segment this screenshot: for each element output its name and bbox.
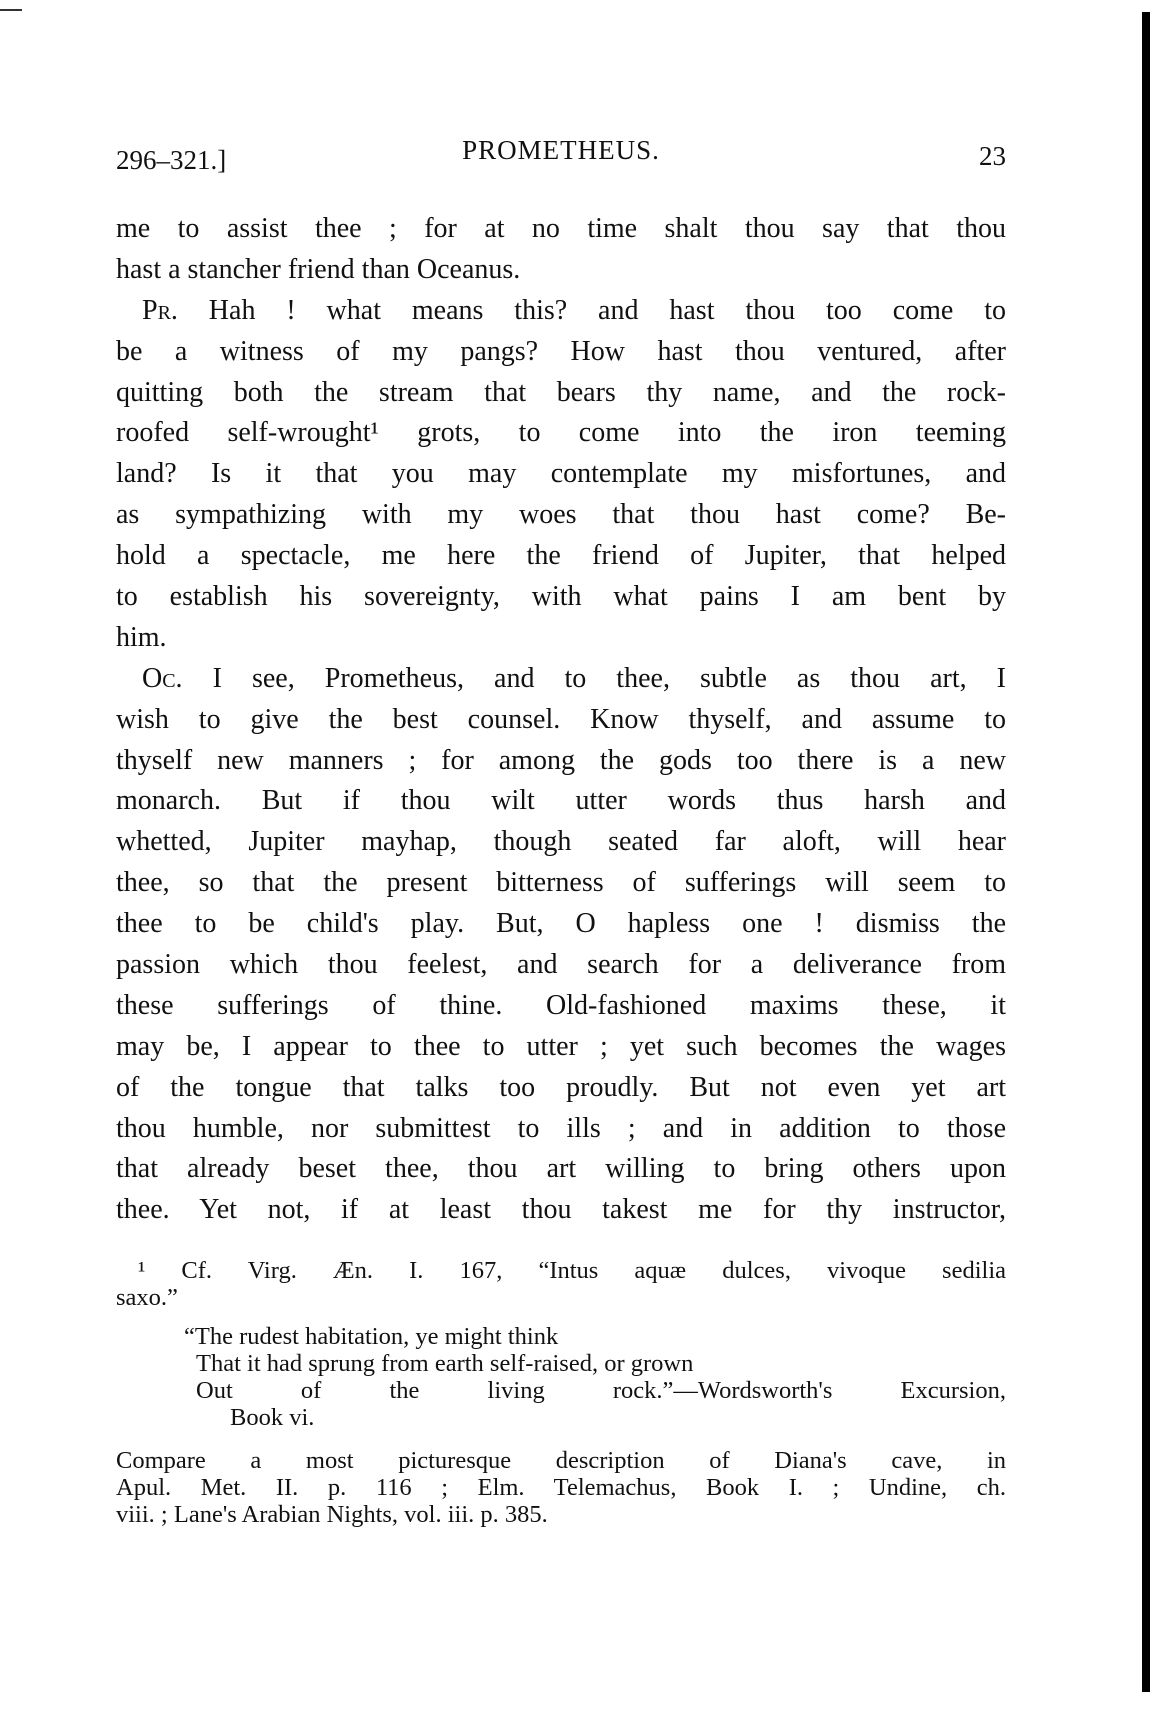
line-text: whetted, Jupiter mayhap, though seated far aloft, will hear: [116, 826, 1006, 858]
text-line: [116, 863, 1006, 904]
line-text: thou humble, nor submittest to ills ; and in addition to those: [116, 1112, 1006, 1144]
line-text: me to assist thee ; for at no time shalt thou say that thou: [116, 213, 1006, 244]
text-line: [116, 700, 1006, 741]
text-line: [116, 781, 1006, 822]
line-text: wish to give the best counsel. Know thyself, and assume to: [116, 703, 1006, 735]
running-title: PROMETHEUS.: [462, 135, 660, 165]
line-range: 296–321.]: [116, 145, 227, 175]
line-text: I see, Prometheus, and to thee, subtle as thou art, I: [182, 662, 1006, 694]
line-text: as sympathizing with my woes that thou hast come? Be-: [116, 499, 1006, 531]
line-text: these sufferings of thine. Old-fashioned maxims these, it: [116, 989, 1006, 1021]
text-line: [116, 291, 1006, 332]
text-line: [116, 659, 1006, 700]
footnote-line: Apul. Met. II. p. 116 ; Elm. Telemachus, Book I. ; Undine, ch.: [116, 1474, 1006, 1501]
speaker-label: Oc.: [142, 662, 183, 694]
text-line: [116, 536, 1006, 577]
text-line: [116, 577, 1006, 618]
line-text: to establish his sovereignty, with what pains I am bent by: [116, 581, 1006, 613]
footnotes: [116, 1257, 1006, 1528]
footnote-line: Out of the living rock.”—Wordsworth's Excursion,: [196, 1377, 1006, 1404]
text-line: [116, 413, 1006, 454]
text-line: [116, 945, 1006, 986]
running-header: [116, 135, 1006, 175]
text-line: [116, 1190, 1006, 1231]
footnote-line: That it had sprung from earth self-raised, or grown: [196, 1350, 694, 1377]
verse-quotation: [116, 1323, 1006, 1431]
line-text: hast a stancher friend than Oceanus.: [116, 253, 521, 285]
footnote-line: ¹ Cf. Virg. Æn. I. 167, “Intus aquæ dulces, vivoque sedilia: [138, 1257, 1006, 1284]
text-line: [116, 986, 1006, 1027]
line-text: of the tongue that talks too proudly. But not even yet art: [116, 1071, 1006, 1103]
text-line: [116, 454, 1006, 495]
footnote-line: “The rudest habitation, ye might think: [184, 1323, 559, 1350]
line-text: him.: [116, 621, 167, 653]
page-edge-shadow: [1142, 12, 1150, 1692]
text-line: [116, 1027, 1006, 1068]
line-text: thee to be child's play. But, O hapless one ! dismiss the: [116, 908, 1006, 940]
line-text: be a witness of my pangs? How hast thou ventured, after: [116, 335, 1006, 367]
line-text: monarch. But if thou wilt utter words thus harsh and: [116, 785, 1006, 817]
speaker-label: Pr.: [142, 294, 178, 326]
text-line: [116, 741, 1006, 782]
text-line: [116, 209, 1006, 250]
line-text: thee, so that the present bitterness of sufferings will seem to: [116, 867, 1006, 899]
text-line: [116, 495, 1006, 536]
line-text: thee. Yet not, if at least thou takest me for thy instructor,: [116, 1194, 1006, 1226]
scan-mark: [0, 9, 22, 11]
text-line: [116, 904, 1006, 945]
text-line: [116, 618, 1006, 659]
text-line: [116, 250, 1006, 291]
text-line: [116, 373, 1006, 414]
text-line: [116, 332, 1006, 373]
text-line: [116, 1149, 1006, 1190]
line-text: land? Is it that you may contemplate my misfortunes, and: [116, 458, 1006, 490]
footnote-line: Book vi.: [230, 1404, 315, 1431]
footnote-line: viii. ; Lane's Arabian Nights, vol. iii. p. 385.: [116, 1501, 548, 1528]
line-text: passion which thou feelest, and search for a deliverance from: [116, 949, 1006, 981]
text-line: [116, 1068, 1006, 1109]
line-text: roofed self-wrought¹ grots, to come into the iron teeming: [116, 417, 1006, 449]
text-line: [116, 1109, 1006, 1150]
line-text: Hah ! what means this? and hast thou too come to: [177, 294, 1006, 326]
line-text: quitting both the stream that bears thy name, and the rock-: [116, 376, 1006, 408]
line-text: hold a spectacle, me here the friend of Jupiter, that helped: [116, 540, 1006, 572]
body-text: [116, 209, 1006, 1231]
page-number: 23: [979, 141, 1006, 171]
line-text: thyself new manners ; for among the gods too there is a new: [116, 744, 1006, 776]
line-text: may be, I appear to thee to utter ; yet such becomes the wages: [116, 1030, 1006, 1062]
text-line: [116, 822, 1006, 863]
line-text: that already beset thee, thou art willing to bring others upon: [116, 1153, 1006, 1185]
footnote-line: Compare a most picturesque description of Diana's cave, in: [116, 1447, 1006, 1474]
footnote-line: saxo.”: [116, 1284, 178, 1311]
